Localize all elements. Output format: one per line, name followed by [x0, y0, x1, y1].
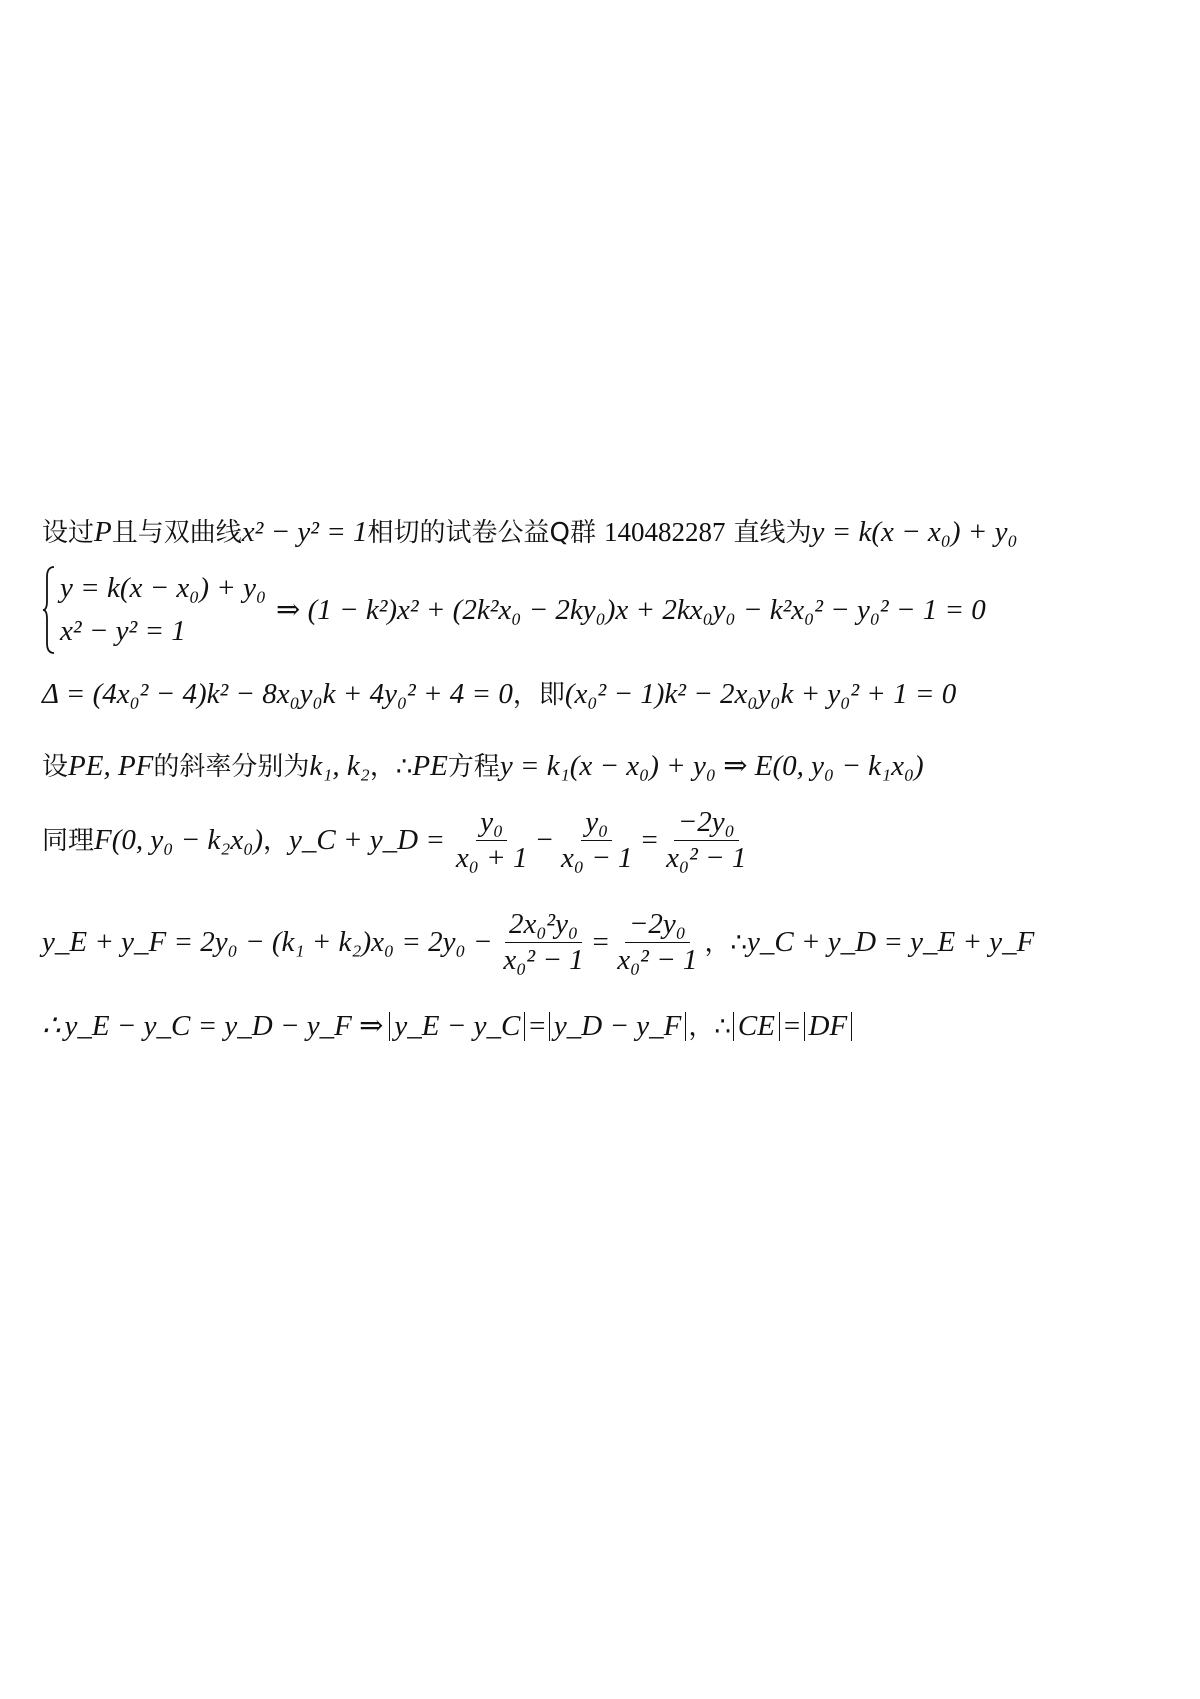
- math-lines: PE, PF: [68, 750, 154, 782]
- math-lhs: y_C + y_D =: [289, 824, 445, 856]
- text-mid2: 相切的试卷公益Q群: [367, 517, 596, 548]
- line-final: ∴ y_E − y_C = y_D − y_F ⇒ y_E − y_C = y_D − y_F ，∴ CE = DF: [42, 1012, 854, 1041]
- fraction-1: $\frac{\text{y₀}}{\text{x₀ + 1}}$: [455, 806, 528, 874]
- text-sep: ，即: [512, 679, 565, 710]
- fraction-1: $\frac{\text{2x₀²y₀}}{\text{x₀² − 1}}$: [503, 908, 584, 976]
- left-brace-icon: [42, 565, 56, 655]
- line-slopes: [42, 752, 924, 781]
- text-mid: 且与双曲线: [111, 517, 242, 548]
- qq-number: 140482287: [604, 517, 726, 547]
- text-mid: 的斜率分别为: [153, 751, 310, 782]
- line-sum-ef: y_E + y_F = 2y₀ − (k₁ + k₂)x₀ = 2y₀ − $\frac{\text{2x₀²y₀}}{\text{x₀² − 1}}$ = $\frac{\text{−2y₀}}{\text{x₀² − 1}}$ ，∴ y_C + y_D = y_E + y_F: [42, 908, 1035, 976]
- fraction-2: $\frac{\text{y₀}}{\text{x₀ − 1}}$: [561, 806, 633, 874]
- line-system: [42, 565, 986, 655]
- line-discriminant: [42, 680, 956, 709]
- abs-value-df: DF: [804, 1012, 853, 1041]
- math-hyperbola: x² − y² = 1: [241, 516, 368, 548]
- text-sep: ，∴: [704, 927, 747, 958]
- abs-value-2: y_D − y_F: [549, 1012, 686, 1041]
- text-prefix: 设过: [42, 517, 95, 548]
- line-tangent-setup: [42, 518, 1018, 547]
- system-row-2: x² − y² = 1: [60, 615, 186, 647]
- fraction-2: $\frac{\text{−2y₀}}{\text{x₀² − 1}}$: [617, 908, 698, 976]
- math-line-eq: y = k(x − x₀) + y₀: [811, 516, 1018, 548]
- math-simplified: (x₀² − 1)k² − 2x₀y₀k + y₀² + 1 = 0: [564, 678, 957, 710]
- abs-value-ce: CE: [733, 1012, 780, 1041]
- equation-system: [42, 565, 266, 655]
- text-sep: ，∴: [369, 751, 413, 782]
- text-mid2: 方程: [447, 751, 500, 782]
- text-prefix: 同理: [42, 825, 95, 856]
- math-eq1: y_E − y_C = y_D − y_F ⇒: [64, 1010, 384, 1042]
- text-sep: ，: [262, 825, 289, 856]
- text-sep: ，∴: [688, 1011, 731, 1042]
- system-row-1: y = k(x − x₀) + y₀: [60, 572, 267, 604]
- fraction-3: $\frac{\text{−2y₀}}{\text{x₀² − 1}}$: [666, 806, 747, 874]
- abs-value-1: y_E − y_C: [389, 1012, 525, 1041]
- math-f-point: F(0, y₀ − k₂x₀): [94, 824, 263, 856]
- math-point-p: P: [94, 516, 112, 548]
- math-conclusion: y_C + y_D = y_E + y_F: [746, 926, 1035, 958]
- math-expanded-equation: ⇒ (1 − k²)x² + (2k²x₀ − 2ky₀)x + 2kx₀y₀ − k²x₀² − y₀² − 1 = 0: [276, 593, 986, 626]
- line-similarly: 同理 F(0, y₀ − k₂x₀) ， y_C + y_D = $\frac{\text{y₀}}{\text{x₀ + 1}}$ − $\frac{\text{y₀}}{\text{x₀ − 1}}$ = $\frac{\text{−2y₀}}{\text{x₀² − 1}}$: [42, 808, 753, 873]
- text-prefix: 设: [42, 751, 69, 782]
- math-pe-eq: y = k₁(x − x₀) + y₀ ⇒ E(0, y₀ − k₁x₀): [499, 750, 924, 782]
- math-delta: Δ = (4x₀² − 4)k² − 8x₀y₀k + 4y₀² + 4 = 0: [42, 678, 513, 710]
- math-pe: PE: [412, 750, 448, 782]
- math-lhs: y_E + y_F = 2y₀ − (k₁ + k₂)x₀ = 2y₀ −: [42, 926, 493, 958]
- math-slopes: k₁, k₂: [309, 750, 370, 782]
- text-mid3: 直线为: [733, 517, 812, 548]
